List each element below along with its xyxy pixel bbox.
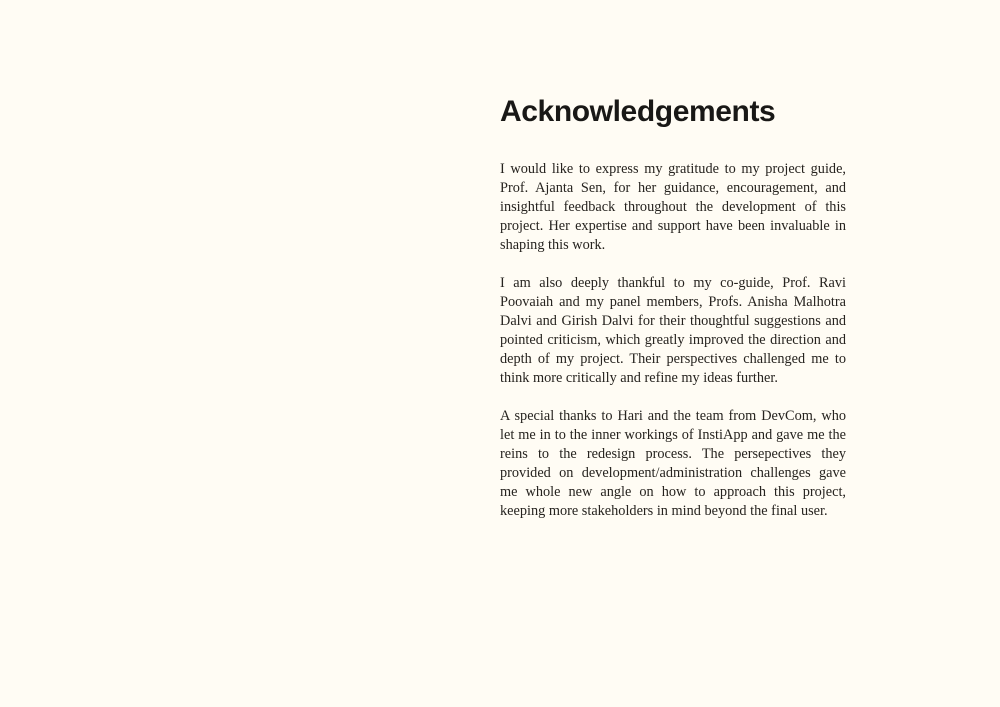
acknowledgements-paragraph-3: A special thanks to Hari and the team from DevCom, who let me in to the inner workings of InstiApp and gave me the reins to the redesign process. The persepectives they provided on development/administration challenges gave me whole new angle on how to approach this project, keeping more stakeholders in mind beyond the final user. [500, 408, 846, 519]
acknowledgements-section [500, 97, 846, 521]
acknowledgements-paragraph-2: I am also deeply thankful to my co-guide, Prof. Ravi Poovaiah and my panel members, Profs. Anisha Malhotra Dalvi and Girish Dalvi for their thoughtful suggestions and pointed criticism, which greatly improved the direction and depth of my project. Their perspectives challenged me to think more critically and refine my ideas further. [500, 275, 846, 386]
page-title: Acknowledgements [500, 95, 776, 128]
acknowledgements-paragraph-1: I would like to express my gratitude to my project guide, Prof. Ajanta Sen, for her guidance, encouragement, and insightful feedback throughout the development of this project. Her expertise and support have been invaluable in shaping this work. [500, 161, 846, 253]
